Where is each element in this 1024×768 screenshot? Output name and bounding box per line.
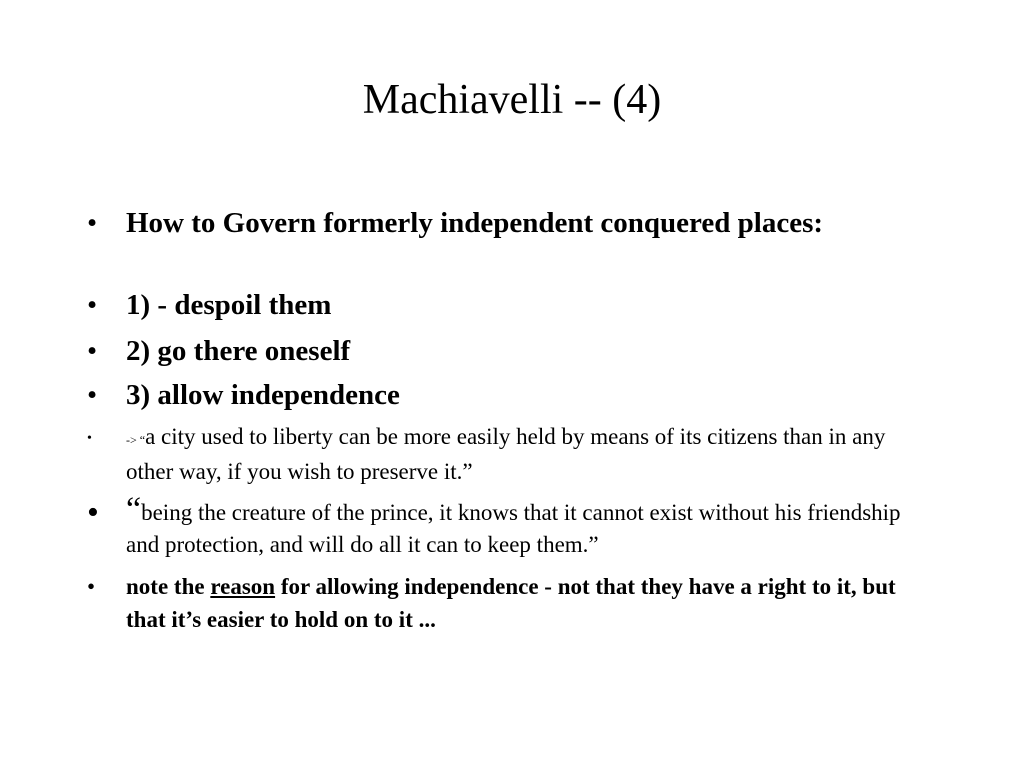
bullet-icon: •	[87, 494, 99, 531]
note-text-after: for allowing independence - not that they have a right to it, but that it’s easier to hold on to it ...	[126, 574, 896, 632]
note-emphasis: reason	[210, 574, 276, 599]
bullet-icon: •	[87, 379, 98, 411]
note-text-before: note the	[126, 574, 211, 599]
open-quote: “	[126, 491, 142, 528]
bullet-icon: •	[87, 335, 98, 367]
bullet-icon: •	[87, 431, 92, 446]
bullet-icon: •	[87, 207, 98, 239]
quote-body: being the creature of the prince, it knows that it cannot exist without his friendship and protection, and will do all it can to keep them.”	[126, 500, 901, 557]
bullet-text: 1) - despoil them	[126, 289, 332, 321]
quote-text	[126, 421, 926, 488]
bullet-text: 3) allow independence	[126, 379, 400, 411]
bullet-icon: •	[87, 289, 98, 321]
bullet-text: 2) go there oneself	[126, 335, 351, 367]
bullet-text: How to Govern formerly independent conquered places:	[126, 207, 824, 239]
note-text	[126, 570, 926, 636]
slide-title: Machiavelli -- (4)	[362, 77, 662, 123]
arrow-prefix: -> “	[126, 433, 146, 447]
bullet-icon: •	[87, 574, 96, 599]
quote-text	[126, 491, 926, 561]
quote-body: a city used to liberty can be more easily held by means of its citizens than in any other way, if you wish to preserve it.”	[126, 424, 886, 484]
